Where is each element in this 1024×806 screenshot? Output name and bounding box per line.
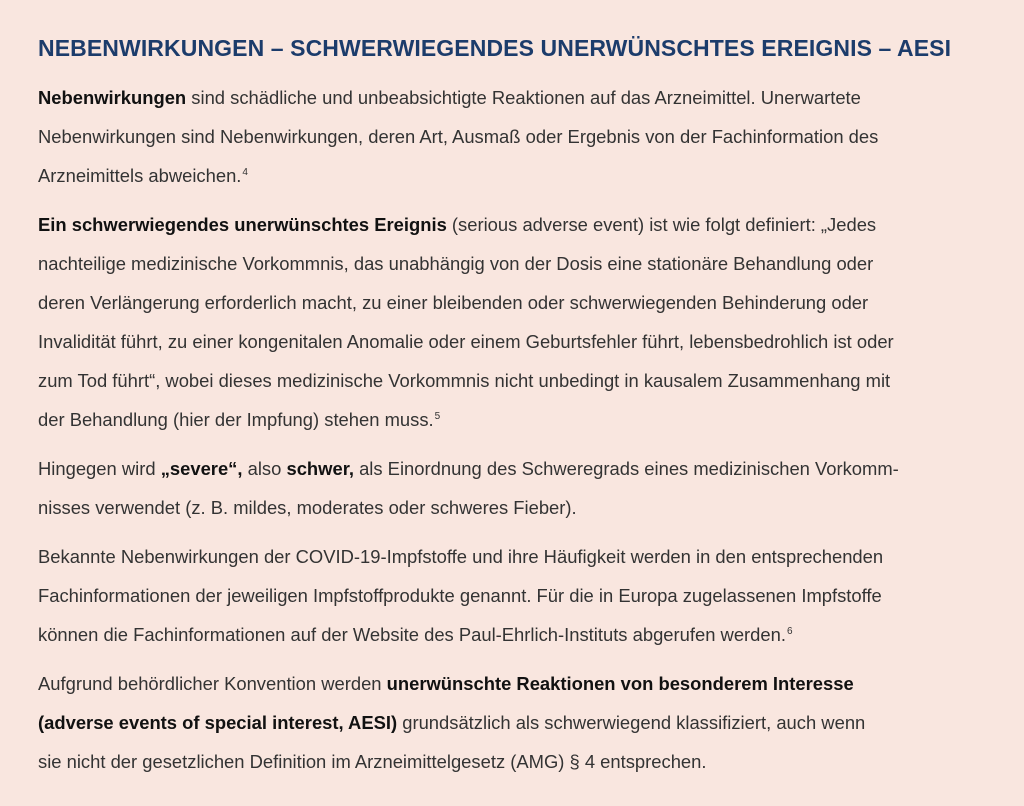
footnote-ref-5[interactable]: 5 <box>434 411 441 422</box>
footnote-ref-4[interactable]: 4 <box>242 167 248 178</box>
term-schwer: schwer, <box>286 458 354 479</box>
term-severe: „severe“, <box>160 458 243 479</box>
section-title: NEBENWIRKUNGEN – SCHWERWIEGENDES UNERWÜNSCHTES EREIGNIS – AESI <box>38 35 952 61</box>
paragraph-nebenwirkungen: Nebenwirkungen sind schädliche und unbeabsichtigte Reaktionen auf das Arzneimittel. Unerwartete Nebenwirkungen sind Nebenwirkungen, deren Art, Ausmaß oder Ergebnis von der Fachinformation des Arzneimittels abweichen.$^4$ <box>38 87 879 186</box>
paragraph-fachinformationen: Bekannte Nebenwirkungen der COVID-19-Impfstoffe und ihre Häufigkeit werden in den entsprechenden Fachinformationen der jeweiligen Impfstoffprodukte genannt. Für die in Europa zugelassenen Impfstoffe können die Fachinformationen auf der Website des Paul-Ehrlich-Instituts abgerufen werden.$^6$ <box>38 546 884 645</box>
paragraph-sae: Ein schwerwiegendes unerwünschtes Ereignis (serious adverse event) ist wie folgt definiert: „Jedes nachteilige medizinische Vorkommnis, das unabhängig von der Dosis eine stationäre Behandlung oder deren Verlängerung erforderlich macht, zu einer bleibenden oder schwerwiegenden Behinderung oder Invalidität führt, zu einer kongenitalen Anomalie oder einem Geburtsfehler führt, lebensbedrohlich ist oder zum Tod führt“, wobei dieses medizinische Vorkommnis nicht unbedingt in kausalem Zusammenhang mit der Behandlung (hier der Impfung) stehen muss.$^5$ <box>38 214 894 430</box>
paragraph-severe: Hingegen wird „severe“, also schwer, als Einordnung des Schweregrads eines medizinischen Vorkomm- nisses verwendet (z. B. mildes, moderates oder schweres Fieber). <box>38 458 899 518</box>
term-aesi-en: (adverse events of special interest, AESI) <box>38 712 398 733</box>
term-sae: Ein schwerwiegendes unerwünschtes Ereignis <box>38 214 447 235</box>
term-nebenwirkungen: Nebenwirkungen <box>38 87 187 108</box>
term-aesi-de: unerwünschte Reaktionen von besonderem Interesse <box>386 673 854 694</box>
footnote-ref-6[interactable]: 6 <box>786 626 793 637</box>
paragraph-aesi: Aufgrund behördlicher Konvention werden unerwünschte Reaktionen von besonderem Interesse (adverse events of special interest, AESI) grundsätzlich als schwerwiegend klassifiziert, auch wenn sie nicht der gesetzlichen Definition im Arzneimittelgesetz (AMG) § 4 entsprechen. <box>38 673 866 772</box>
